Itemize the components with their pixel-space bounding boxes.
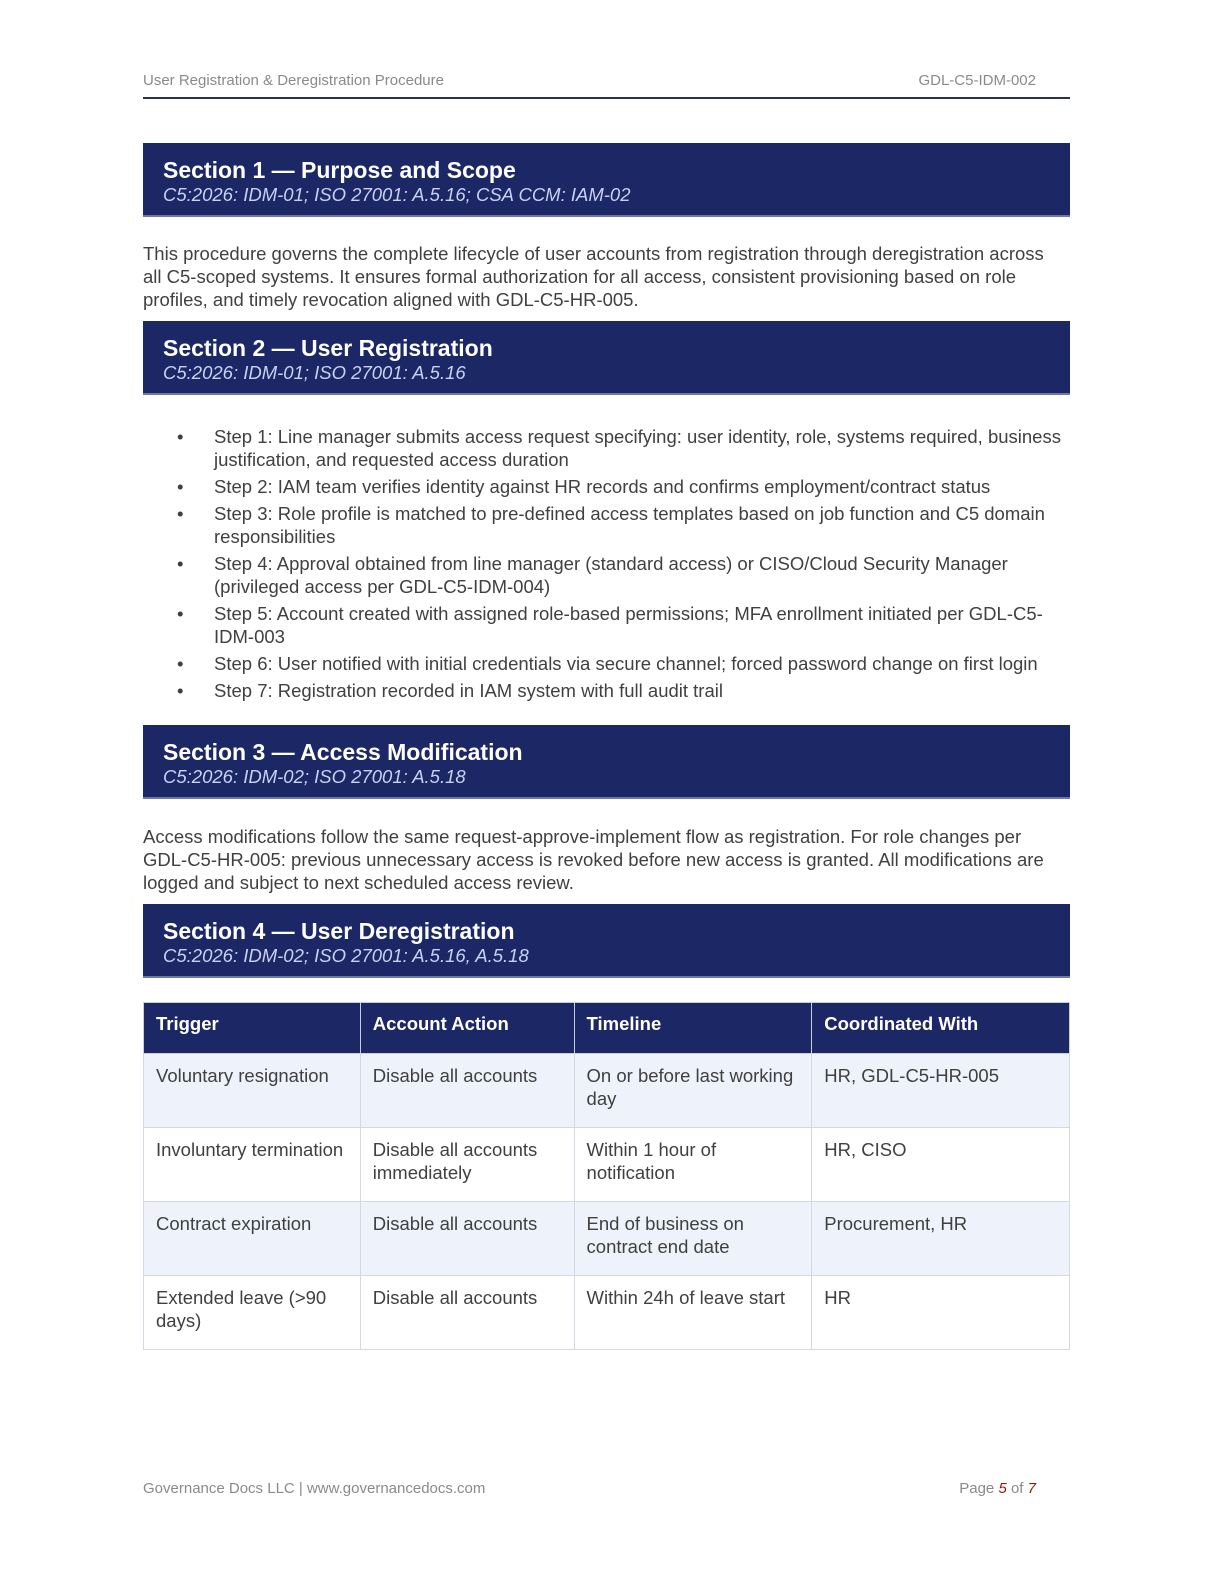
cell-account-action: Disable all accounts — [360, 1276, 574, 1350]
cell-account-action: Disable all accounts — [360, 1054, 574, 1128]
bullet-icon: • — [177, 426, 184, 447]
section-4-header — [143, 904, 1070, 978]
cell-trigger: Involuntary termination — [144, 1128, 361, 1202]
cell-trigger: Contract expiration — [144, 1202, 361, 1276]
section-title: Section 2 — User Registration — [163, 335, 493, 361]
cell-coordinated-with: HR, CISO — [812, 1128, 1070, 1202]
section-refs: C5:2026: IDM-01; ISO 27001: A.5.16; CSA CCM: IAM-02 — [163, 184, 631, 205]
footer-company: Governance Docs LLC | www.governancedocs.com — [143, 1480, 486, 1497]
bullet-icon: • — [177, 476, 184, 497]
bullet-icon: • — [177, 503, 184, 524]
table-row — [144, 1276, 1070, 1350]
step-text: Step 4: Approval obtained from line manager (standard access) or CISO/Cloud Security Manager (privileged access per GDL-C5-IDM-004) — [214, 553, 1008, 597]
step-text: Step 2: IAM team verifies identity against HR records and confirms employment/contract status — [214, 476, 991, 497]
list-item — [143, 475, 1070, 498]
step-text: Step 1: Line manager submits access request specifying: user identity, role, systems required, business justification, and requested access duration — [214, 426, 1061, 470]
section-1-header — [143, 143, 1070, 217]
registration-steps-list — [143, 425, 1070, 706]
list-item — [143, 552, 1070, 598]
bullet-icon: • — [177, 653, 184, 674]
section-refs: C5:2026: IDM-01; ISO 27001: A.5.16 — [163, 362, 466, 383]
table-header-row — [144, 1003, 1070, 1054]
cell-account-action: Disable all accounts — [360, 1202, 574, 1276]
page-prefix: Page — [959, 1480, 995, 1497]
cell-timeline: On or before last working day — [574, 1054, 812, 1128]
cell-trigger: Voluntary resignation — [144, 1054, 361, 1128]
step-text: Step 5: Account created with assigned role-based permissions; MFA enrollment initiated per GDL-C5-IDM-003 — [214, 603, 1043, 647]
step-text: Step 7: Registration recorded in IAM system with full audit trail — [214, 680, 723, 701]
section-3-body: Access modifications follow the same request-approve-implement flow as registration. For role changes per GDL-C5-HR-005: previous unnecessary access is revoked before new access is granted. All modifications are logged and subject to next scheduled access review. — [143, 826, 1044, 893]
column-header-timeline: Timeline — [574, 1003, 812, 1054]
section-2-header — [143, 321, 1070, 395]
page-total: 7 — [1027, 1480, 1036, 1497]
section-1-body: This procedure governs the complete lifecycle of user accounts from registration through deregistration across all C5-scoped systems. It ensures formal authorization for all access, consistent provisioning based on role profiles, and timely revocation aligned with GDL-C5-HR-005. — [143, 243, 1044, 310]
page-current: 5 — [998, 1480, 1007, 1497]
section-refs: C5:2026: IDM-02; ISO 27001: A.5.16, A.5.18 — [163, 945, 529, 966]
column-header-account-action: Account Action — [360, 1003, 574, 1054]
section-title: Section 1 — Purpose and Scope — [163, 157, 516, 183]
cell-trigger: Extended leave (>90 days) — [144, 1276, 361, 1350]
cell-timeline: Within 24h of leave start — [574, 1276, 812, 1350]
cell-coordinated-with: HR, GDL-C5-HR-005 — [812, 1054, 1070, 1128]
step-text: Step 3: Role profile is matched to pre-defined access templates based on job function and C5 domain responsibilities — [214, 503, 1045, 547]
cell-timeline: Within 1 hour of notification — [574, 1128, 812, 1202]
doc-title: User Registration & Deregistration Procedure — [143, 72, 444, 89]
cell-coordinated-with: Procurement, HR — [812, 1202, 1070, 1276]
list-item — [143, 502, 1070, 548]
section-3-header — [143, 725, 1070, 799]
page-number — [959, 1480, 1036, 1497]
cell-account-action: Disable all accounts immediately — [360, 1128, 574, 1202]
cell-coordinated-with: HR — [812, 1276, 1070, 1350]
page-of: of — [1010, 1480, 1024, 1497]
table-row — [144, 1202, 1070, 1276]
section-refs: C5:2026: IDM-02; ISO 27001: A.5.18 — [163, 766, 466, 787]
page-footer — [143, 1480, 1070, 1497]
page-header — [143, 70, 1070, 99]
doc-id: GDL-C5-IDM-002 — [918, 72, 1036, 89]
step-text: Step 6: User notified with initial credentials via secure channel; forced password change on first login — [214, 653, 1038, 674]
table-row — [144, 1054, 1070, 1128]
bullet-icon: • — [177, 553, 184, 574]
column-header-coordinated-with: Coordinated With — [812, 1003, 1070, 1054]
deregistration-table — [143, 1002, 1070, 1350]
section-title: Section 3 — Access Modification — [163, 739, 523, 765]
list-item — [143, 425, 1070, 471]
table-row — [144, 1128, 1070, 1202]
column-header-trigger: Trigger — [144, 1003, 361, 1054]
bullet-icon: • — [177, 603, 184, 624]
list-item — [143, 679, 1070, 702]
list-item — [143, 602, 1070, 648]
cell-timeline: End of business on contract end date — [574, 1202, 812, 1276]
bullet-icon: • — [177, 680, 184, 701]
list-item — [143, 652, 1070, 675]
section-title: Section 4 — User Deregistration — [163, 918, 515, 944]
